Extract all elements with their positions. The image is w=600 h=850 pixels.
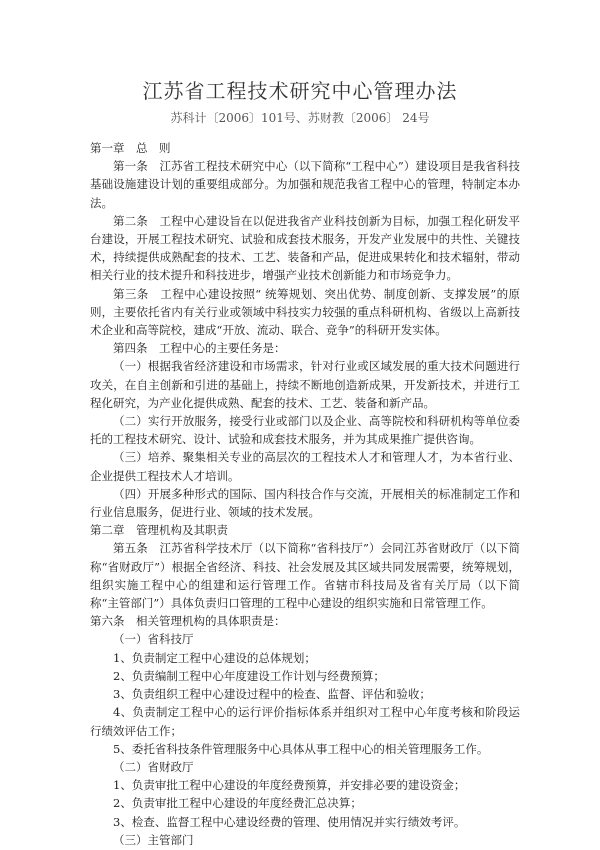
sci-tech-duty-3: 3、负责组织工程中心建设过程中的检查、监督、评估和验收； — [113, 687, 431, 702]
article-4-item-1: （一）根据我省经济建设和市场需求，针对行业或区域发展的重大技术问题进行攻关，在自主创新和引进的基础上，持续不断地创造新成果，开发新技术，并进行工程化研究，为产业化提供成熟、配套的技术、工艺、装备和新产品。 — [90, 359, 520, 410]
section-provincial-finance-dept: （二）省财政厅 — [113, 759, 194, 774]
sci-tech-duty-5: 5、委托省科技条件管理服务中心具体从事工程中心的相关管理服务工作。 — [113, 741, 489, 756]
article-4: 第四条 工程中心的主要任务是： — [113, 341, 286, 356]
section-provincial-sci-tech-dept: （一）省科技厅 — [113, 632, 194, 647]
finance-duty-2: 2、负责审批工程中心建设的年度经费汇总决算； — [113, 796, 362, 811]
finance-duty-1: 1、负责审批工程中心建设的年度经费预算，并安排必要的建设资金； — [113, 778, 466, 793]
article-3: 第三条 工程中心建设按照“ 统筹规划、突出优势、制度创新、支撑发展”的原则，主要依托省内有关行业或领域中科技实力较强的重点科研机构、省级以上高新技术企业和高等院校，建成“开放、流动、联合、竞争”的科研开发实体。 — [90, 286, 520, 338]
section-competent-department: （三）主管部门 — [113, 832, 194, 847]
sci-tech-duty-1: 1、负责制定工程中心建设的总体规划； — [113, 650, 316, 665]
document-body — [90, 139, 520, 849]
article-2: 第二条 工程中心建设旨在以促进我省产业科技创新为目标，加强工程化研发平台建设，开展工程技术研究、试验和成套技术服务，开发产业发展中的共性、关键技术，持续提供成熟配套的技术、工艺、装备和产品，促进成果转化和技术辐射，带动相关行业的技术提升和科技进步，增强产业技术创新能力和市场竞争力。 — [90, 213, 520, 283]
article-4-item-3: （三）培养、聚集相关专业的高层次的工程技术人才和管理人才，为本省行业、企业提供工程技术人才培训。 — [90, 450, 520, 483]
article-5: 第五条 江苏省科学技术厅（以下简称“省科技厅”）会同江苏省财政厅（以下简称“省财政厅”）根据全省经济、科技、社会发展及其区域共同发展需要，统筹规划，组织实施工程中心的组建和运行管理工作。省辖市科技局及省有关厅局（以下简称“主管部门”）具体负责归口管理的工程中心建设的组织实施和日常管理工作。 — [90, 541, 520, 611]
chapter-1-heading: 第一章 总 则 — [90, 141, 171, 155]
sci-tech-duty-4: 4、负责制定工程中心的运行评价指标体系并组织对工程中心年度考核和阶段运行绩效评估工作； — [90, 705, 520, 738]
chapter-2-heading: 第二章 管理机构及其职责 — [90, 523, 228, 538]
article-4-item-4: （四）开展多种形式的国际、国内科技合作与交流，开展相关的标准制定工作和行业信息服务，促进行业、领域的技术发展。 — [90, 486, 520, 520]
article-4-item-2: （二）实行开放服务，接受行业或部门以及企业、高等院校和科研机构等单位委托的工程技术研究、设计、试验和成套技术服务，并为其成果推广提供咨询。 — [90, 414, 520, 447]
finance-duty-3: 3、检查、监督工程中心建设经费的管理、使用情况并实行绩效考评。 — [113, 814, 466, 829]
document-number: 苏科计〔2006〕101号、苏财教〔2006〕 24号 — [170, 111, 430, 125]
document-title: 江苏省工程技术研究中心管理办法 — [142, 79, 458, 103]
article-6: 第六条 相关管理机构的具体职责是： — [90, 614, 286, 629]
article-1: 第一条 江苏省工程技术研究中心（以下简称“工程中心”）建设项目是我省科技基础设施建设计划的重要组成部分。为加强和规范我省工程中心的管理，特制定本办法。 — [90, 159, 520, 210]
sci-tech-duty-2: 2、负责编制工程中心年度建设工作计划与经费预算； — [113, 668, 385, 683]
